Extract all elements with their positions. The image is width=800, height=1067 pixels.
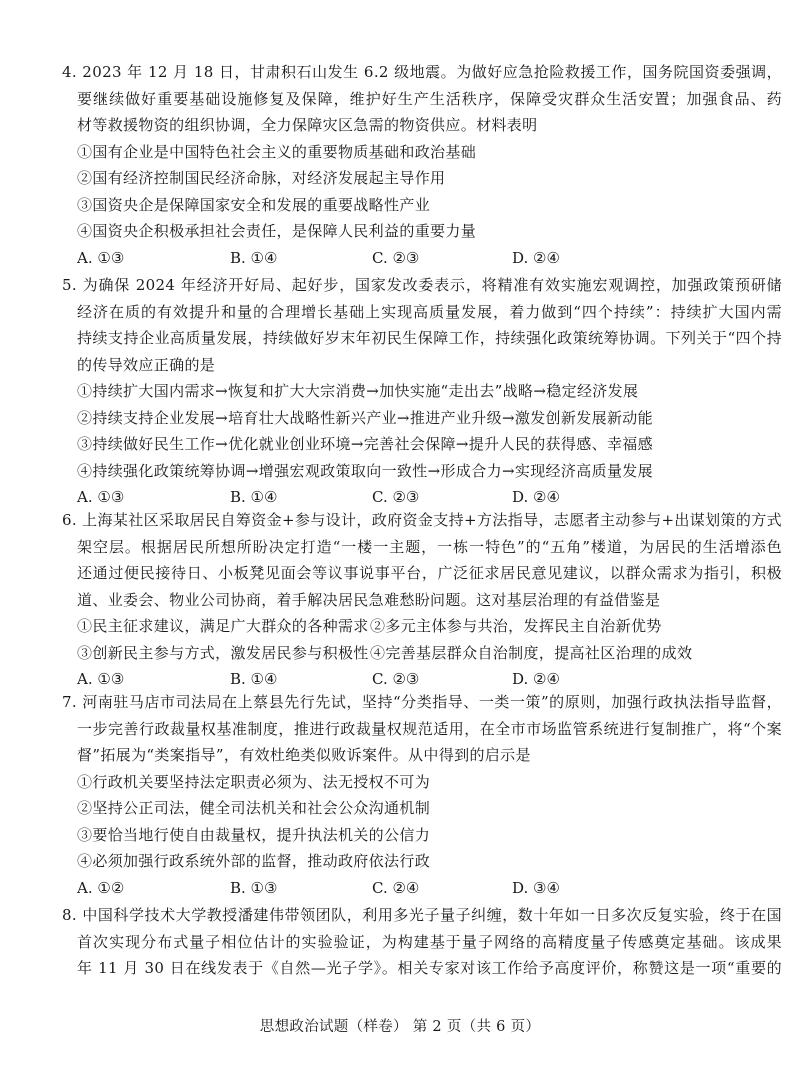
question-stem-line: 的传导效应正确的是 [77, 355, 216, 374]
statement-option: ①民主征求建议，满足广大群众的各种需求 [77, 617, 369, 635]
choice-b: B. ①③ [230, 878, 278, 897]
question-6 [62, 507, 782, 693]
statement-option: ②持续支持企业发展→培育壮大战略性新兴产业→推进产业升级→激发创新发展新动能 [77, 408, 654, 427]
question-stem-line: 持续支持企业高质量发展，持续做好岁末年初民生保障工作，持续强化政策统筹协调。下列关于“四个持 [77, 329, 782, 347]
question-stem-line: 7. 河南驻马店市司法局在上蔡县先行先试，坚持“分类指导、一类一策”的原则，加强行政执法指导监督， [62, 693, 782, 711]
choice-c: C. ②③ [372, 488, 420, 506]
statement-option: ③国资央企是保障国家安全和发展的重要战略性产业 [77, 195, 431, 214]
answer-choices [62, 875, 782, 902]
statement-option-row [62, 613, 782, 640]
statement-option: ②坚持公正司法，健全司法机关和社会公众沟通机制 [77, 799, 431, 817]
choice-a: A. ①③ [77, 248, 125, 267]
choice-b: B. ①④ [230, 248, 278, 267]
statement-option: ④国资央企积极承担社会责任，是保障人民利益的重要力量 [77, 222, 477, 240]
question-stem-line: 还通过便民接待日、小板凳见面会等议事说事平台，广泛征求居民意见建议，以群众需求为指引，积极 [77, 564, 782, 582]
statement-option: ①国有企业是中国特色社会主义的重要物质基础和政治基础 [77, 142, 477, 161]
statement-option: ③持续做好民生工作→优化就业创业环境→完善社会保障→提升人民的获得感、幸福感 [77, 435, 654, 453]
page-footer: 思想政治试题（样卷） 第 2 页（共 6 页） [259, 1019, 541, 1035]
choice-b: B. ①④ [230, 670, 278, 688]
statement-option: ③创新民主参与方式，激发居民参与积极性 [77, 643, 369, 662]
question-8 [62, 902, 782, 982]
statement-option: ①持续扩大国内需求→恢复和扩大大宗消费→加快实施“走出去”战略→稳定经济发展 [77, 382, 639, 400]
choice-a: A. ①③ [77, 670, 125, 688]
choice-d: D. ②④ [512, 248, 560, 267]
statement-option: ③要恰当地行使自由裁量权，提升执法机关的公信力 [77, 825, 431, 844]
choice-d: D. ②④ [512, 488, 560, 506]
question-stem-line: 材等救援物资的组织协调，全力保障灾区急需的物资供应。材料表明 [77, 116, 538, 134]
question-stem-line: 8. 中国科学技术大学教授潘建伟带领团队，利用多光子量子纠缠，数十年如一日多次反复实验，终于在国 [62, 906, 782, 924]
question-stem-line: 要继续做好重要基础设施修复及保障，维护好生产生活秩序，保障受灾群众生活安置；加强食品、药 [77, 89, 782, 108]
question-stem-line: 年 11 月 30 日在线发表于《自然—光子学》。相关专家对该工作给予高度评价，称赞这是一项“重要的 [77, 959, 782, 977]
statement-option: ④持续强化政策统筹协调→增强宏观政策取向一致性→形成合力→实现经济高质量发展 [77, 461, 654, 480]
statement-option: ④完善基层群众自治制度，提高社区治理的成效 [370, 643, 693, 662]
answer-choices [62, 245, 782, 272]
statement-option: ②国有经济控制国民经济命脉，对经济发展起主导作用 [77, 169, 446, 187]
question-stem-line: 4. 2023 年 12 月 18 日，甘肃积石山发生 6.2 级地震。为做好应急抢险救援工作，国务院国资委强调， [62, 63, 782, 81]
question-stem-line: 督”拓展为“类案指导”，有效杜绝类似败诉案件。从中得到的启示是 [77, 746, 531, 764]
question-stem-line: 道、业委会、物业公司协商，着手解决居民急难愁盼问题。这对基层治理的有益借鉴是 [77, 590, 661, 609]
choice-b: B. ①④ [230, 488, 278, 506]
question-stem-line: 6. 上海某社区采取居民自筹资金+参与设计，政府资金支持+方法指导，志愿者主动参与+出谋划策的方式 [62, 511, 782, 529]
choice-c: C. ②④ [372, 878, 420, 897]
question-stem-line: 首次实现分布式量子相位估计的实验验证，为构建基于量子网络的高精度量子传感奠定基础。该成果 [77, 932, 782, 951]
statement-option: ②多元主体参与共治，发挥民主自治新优势 [370, 617, 662, 635]
choice-a: A. ①③ [77, 488, 125, 506]
question-stem-line: 架空层。根据居民所想所盼决定打造“一楼一主题，一栋一特色”的“五角”楼道，为居民的生活增添色 [77, 537, 782, 556]
choice-d: D. ②④ [512, 670, 560, 688]
statement-option-row [62, 640, 782, 667]
question-stem-line: 一步完善行政裁量权基准制度，推进行政裁量权规范适用，在全市市场监管系统进行复制推广，将“个案 [77, 719, 782, 738]
question-stem-line: 经济在质的有效提升和量的合理增长基础上实现高质量发展，着力做到“四个持续”：持续扩大国内需 [77, 302, 782, 321]
choice-c: C. ②③ [372, 248, 420, 267]
choice-d: D. ③④ [512, 878, 560, 897]
choice-c: C. ②③ [372, 670, 420, 688]
statement-option: ①行政机关要坚持法定职责必须为、法无授权不可为 [77, 772, 431, 791]
question-7 [62, 689, 782, 901]
choice-a: A. ①② [77, 878, 125, 897]
question-stem-line: 5. 为确保 2024 年经济开好局、起好步，国家发改委表示，将精准有效实施宏观调控，加强政策预研储 [62, 276, 782, 294]
question-5 [62, 272, 782, 511]
question-4 [62, 59, 782, 271]
statement-option: ④必须加强行政系统外部的监督，推动政府依法行政 [77, 852, 431, 870]
